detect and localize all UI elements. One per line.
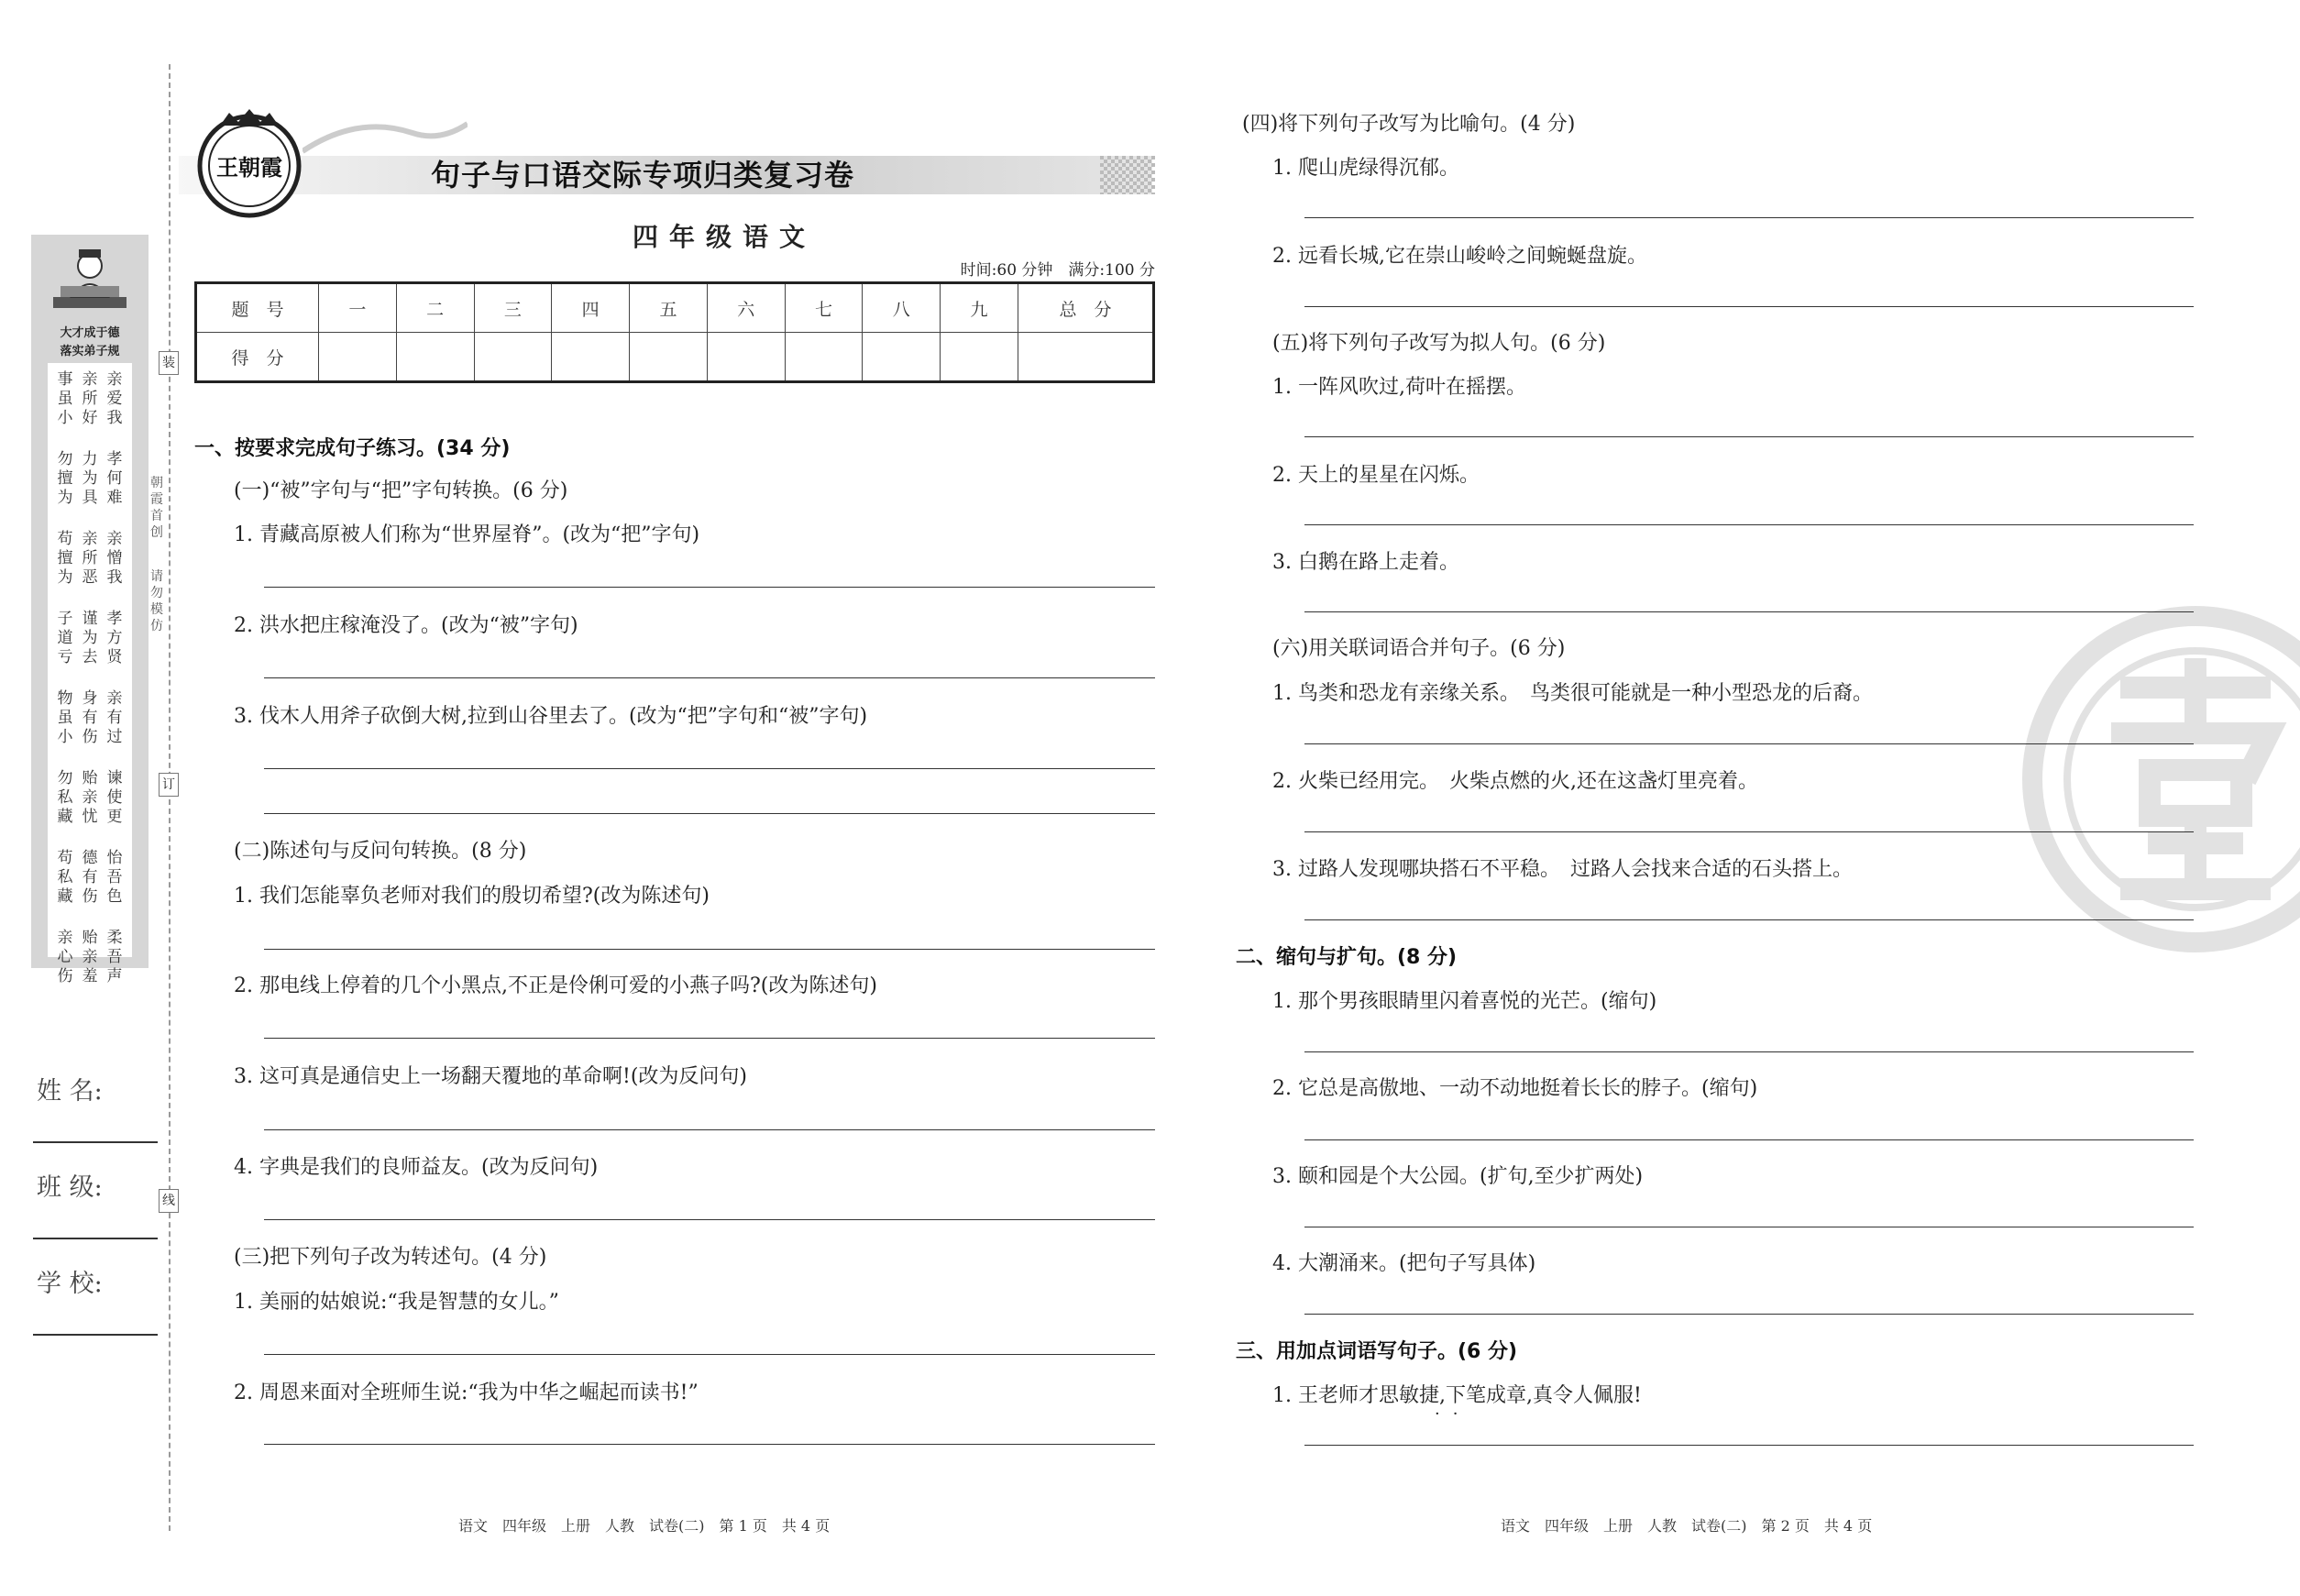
part-2-heading: (二)陈述句与反问句转换。(8 分) (234, 840, 527, 863)
answer-line[interactable] (1304, 1051, 2194, 1052)
motto-line-2: 落实弟子规 (60, 345, 120, 358)
question-6-2: 2. 火柴已经用完。 火柴点燃的火,还在这盏灯里亮着。 (1272, 770, 1758, 793)
table-cell: 三 (474, 283, 552, 333)
answer-line[interactable] (1304, 524, 2194, 525)
table-cell: 八 (863, 283, 941, 333)
school-label: 学 校: (37, 1270, 103, 1298)
question-6-1: 1. 鸟类和恐龙有亲缘关系。 鸟类很可能就是一种小型恐龙的后裔。 (1272, 682, 1873, 705)
answer-line[interactable] (264, 1129, 1155, 1130)
table-cell: 九 (941, 283, 1018, 333)
verse-column: 身 有 伤 (82, 689, 98, 746)
answer-line[interactable] (1304, 919, 2194, 920)
copyright-note-2: 请 勿 模 仿 (150, 569, 163, 633)
score-input-cell[interactable] (941, 333, 1018, 382)
answer-line[interactable] (1304, 436, 2194, 437)
answer-line[interactable] (264, 1219, 1155, 1220)
answer-line[interactable] (1304, 1139, 2194, 1140)
name-label: 姓 名: (37, 1077, 103, 1106)
sidebar-motto-panel (31, 235, 149, 985)
part-1-heading: (一)“被”字句与“把”字句转换。(6 分) (234, 479, 568, 502)
question-1-1: 1. 青藏高原被人们称为“世界屋脊”。(改为“把”字句) (234, 523, 700, 546)
table-cell: 四 (552, 283, 630, 333)
section-3-heading: 三、用加点词语写句子。(6 分) (1236, 1340, 1518, 1363)
answer-line[interactable] (1304, 611, 2194, 612)
page-title: 句子与口语交际专项归类复习卷 (431, 158, 855, 193)
class-field[interactable] (33, 1238, 158, 1239)
verse-group (48, 769, 132, 827)
answer-line[interactable] (1304, 1314, 2194, 1315)
question-s2-3: 3. 颐和园是个大公园。(扩句,至少扩两处) (1272, 1165, 1644, 1188)
score-input-cell[interactable] (396, 333, 474, 382)
verse-column: 贻 亲 羞 (82, 929, 98, 985)
time-score-info: 时间:60 分钟 满分:100 分 (960, 261, 1155, 280)
verse-column: 谨 为 去 (82, 610, 98, 666)
question-3-2: 2. 周恩来面对全班师生说:“我为中华之崛起而读书!” (234, 1381, 699, 1404)
verse-column: 子 道 亏 (57, 610, 73, 666)
verse-group (48, 689, 132, 747)
verse-column: 亲 憎 我 (106, 530, 123, 587)
question-1-2: 2. 洪水把庄稼淹没了。(改为“被”字句) (234, 614, 578, 637)
verse-column: 勿 擅 为 (57, 450, 73, 507)
verse-column: 勿 私 藏 (57, 769, 73, 826)
score-input-cell[interactable] (863, 333, 941, 382)
verse-group (48, 530, 132, 588)
copyright-note-1: 朝 霞 首 创 (150, 476, 163, 540)
brand-logo (193, 105, 307, 220)
ribbon-decoration (303, 105, 468, 160)
answer-line[interactable] (1304, 217, 2194, 218)
part-5-heading: (五)将下列句子改写为拟人句。(6 分) (1272, 332, 1606, 355)
logo-text: 王朝霞 (216, 155, 282, 181)
confidential-stamp-watermark (2021, 587, 2300, 972)
verse-group (48, 370, 132, 428)
score-input-cell[interactable] (707, 333, 785, 382)
table-cell: 五 (630, 283, 708, 333)
table-cell: 二 (396, 283, 474, 333)
school-field[interactable] (33, 1334, 158, 1336)
question-s3-1: 1. 王老师才思敏捷,下笔成章,真令人佩服! (1272, 1384, 1642, 1407)
question-4-2: 2. 远看长城,它在崇山峻岭之间蜿蜒盘旋。 (1272, 245, 1647, 268)
question-2-2: 2. 那电线上停着的几个小黑点,不正是伶俐可爱的小燕子吗?(改为陈述句) (234, 974, 877, 997)
table-cell: 得 分 (196, 333, 319, 382)
question-5-2: 2. 天上的星星在闪烁。 (1272, 464, 1480, 487)
cut-mark-zhuang: 装 (159, 351, 179, 375)
question-3-1: 1. 美丽的姑娘说:“我是智慧的女儿。” (234, 1291, 559, 1314)
emphasis-dots: ·· (1435, 1404, 1471, 1424)
answer-line[interactable] (264, 677, 1155, 678)
section-2-heading: 二、缩句与扩句。(8 分) (1236, 946, 1458, 969)
score-table-header-row (196, 283, 1154, 333)
answer-line[interactable] (264, 813, 1155, 814)
score-table-score-row (196, 333, 1154, 382)
part-3-heading: (三)把下列句子改为转述句。(4 分) (234, 1246, 547, 1269)
question-6-3: 3. 过路人发现哪块搭石不平稳。 过路人会找来合适的石头搭上。 (1272, 858, 1853, 881)
verse-column: 亲 爱 我 (106, 370, 123, 427)
score-input-cell[interactable] (319, 333, 397, 382)
question-s2-4: 4. 大潮涌来。(把句子写具体) (1272, 1252, 1536, 1275)
question-1-3: 3. 伐木人用斧子砍倒大树,拉到山谷里去了。(改为“把”字句和“被”字句) (234, 705, 868, 728)
verse-column: 德 有 伤 (82, 849, 98, 906)
answer-line[interactable] (1304, 743, 2194, 744)
score-table (194, 281, 1155, 383)
score-input-cell[interactable] (552, 333, 630, 382)
verse-column: 贻 亲 忧 (82, 769, 98, 826)
verse-column: 怡 吾 色 (106, 849, 123, 906)
name-field[interactable] (33, 1141, 158, 1143)
question-2-1: 1. 我们怎能辜负老师对我们的殷切希望?(改为陈述句) (234, 885, 710, 908)
verse-column: 事 虽 小 (57, 370, 73, 427)
part-4-heading: (四)将下列句子改写为比喻句。(4 分) (1242, 113, 1576, 136)
scholar-icon (51, 244, 128, 317)
section-1-heading: 一、按要求完成句子练习。(34 分) (194, 437, 511, 460)
verse-column: 力 为 具 (82, 450, 98, 507)
answer-line[interactable] (264, 949, 1155, 950)
answer-line[interactable] (264, 1038, 1155, 1039)
cut-mark-xian: 线 (159, 1189, 179, 1213)
verse-column: 亲 心 伤 (57, 929, 73, 985)
verse-group (48, 849, 132, 907)
checker-decoration (1100, 156, 1155, 194)
verse-column: 亲 所 恶 (82, 530, 98, 587)
verse-group (48, 450, 132, 508)
verse-column: 苟 私 藏 (57, 849, 73, 906)
verse-column: 谏 使 更 (106, 769, 123, 826)
answer-line[interactable] (1304, 306, 2194, 307)
verse-column: 物 虽 小 (57, 689, 73, 746)
page-1-footer: 语文 四年级 上册 人教 试卷(二) 第 1 页 共 4 页 (458, 1517, 831, 1535)
answer-line[interactable] (264, 768, 1155, 769)
subtitle: 四年级语文 (632, 222, 816, 252)
question-s2-2: 2. 它总是高傲地、一动不动地挺着长长的脖子。(缩句) (1272, 1077, 1758, 1100)
score-input-cell[interactable] (630, 333, 708, 382)
question-2-3: 3. 这可真是通信史上一场翻天覆地的革命啊!(改为反问句) (234, 1065, 747, 1088)
table-cell: 六 (707, 283, 785, 333)
part-6-heading: (六)用关联词语合并句子。(6 分) (1272, 637, 1566, 660)
verse-column: 亲 有 过 (106, 689, 123, 746)
question-2-4: 4. 字典是我们的良师益友。(改为反问句) (234, 1156, 599, 1179)
answer-line[interactable] (264, 587, 1155, 588)
verse-column: 柔 吾 声 (106, 929, 123, 985)
score-input-cell[interactable] (785, 333, 863, 382)
cut-mark-ding: 订 (159, 773, 179, 797)
page-2-footer: 语文 四年级 上册 人教 试卷(二) 第 2 页 共 4 页 (1501, 1517, 1873, 1535)
binding-cut-line (169, 64, 171, 1531)
table-cell: 题 号 (196, 283, 319, 333)
motto-line-1: 大才成于德 (60, 326, 120, 340)
verse-group (48, 610, 132, 667)
question-5-3: 3. 白鹅在路上走着。 (1272, 551, 1459, 574)
table-cell: 总 分 (1018, 283, 1154, 333)
question-5-1: 1. 一阵风吹过,荷叶在摇摆。 (1272, 376, 1526, 399)
score-input-cell[interactable] (1018, 333, 1154, 382)
answer-line[interactable] (264, 1444, 1155, 1445)
answer-line[interactable] (264, 1354, 1155, 1355)
table-cell: 七 (785, 283, 863, 333)
class-label: 班 级: (37, 1173, 103, 1202)
verse-column: 孝 方 贤 (106, 610, 123, 666)
verse-column: 苟 擅 为 (57, 530, 73, 587)
verse-column: 孝 何 难 (106, 450, 123, 507)
answer-line[interactable] (1304, 831, 2194, 832)
verse-group (48, 929, 132, 986)
score-input-cell[interactable] (474, 333, 552, 382)
answer-line[interactable] (1304, 1445, 2194, 1446)
table-cell: 一 (319, 283, 397, 333)
disciple-rules-verses (48, 363, 132, 985)
verse-column: 亲 所 好 (82, 370, 98, 427)
question-4-1: 1. 爬山虎绿得沉郁。 (1272, 157, 1459, 180)
question-s2-1: 1. 那个男孩眼睛里闪着喜悦的光芒。(缩句) (1272, 990, 1657, 1013)
